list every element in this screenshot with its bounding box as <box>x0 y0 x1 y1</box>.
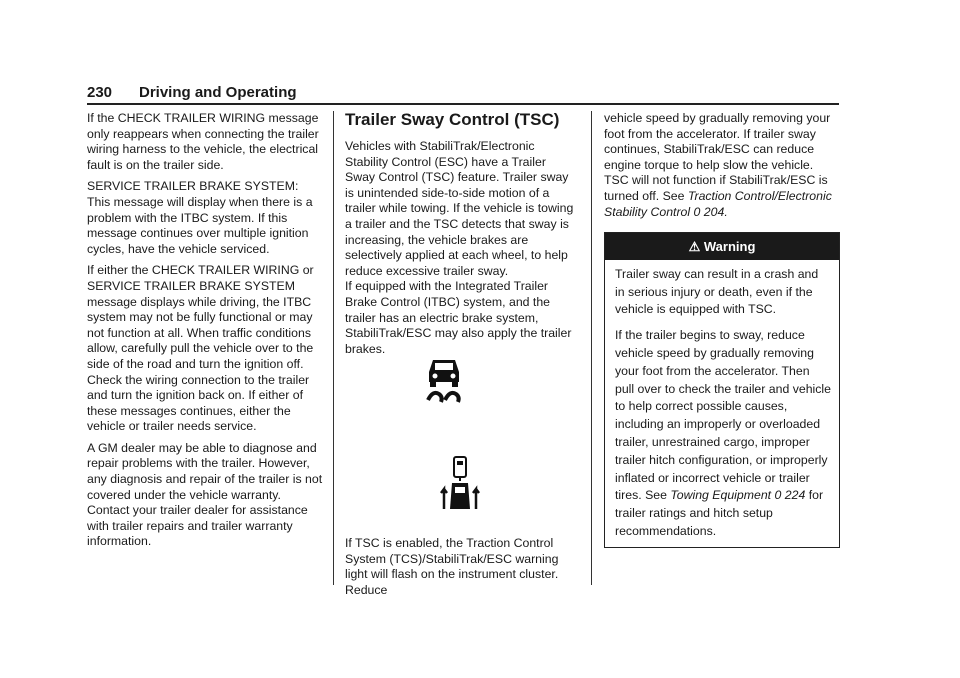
cross-reference-link[interactable]: Towing Equipment <box>670 488 772 503</box>
paragraph: If the CHECK TRAILER WIRING message only reappears when connecting the trailer wiring harness to the vehicle, the electrical fault is on the trailer side. <box>87 111 319 172</box>
column-left <box>87 111 323 556</box>
column-middle <box>345 110 577 597</box>
page-reference[interactable]: 0 204. <box>693 204 728 219</box>
page-reference[interactable]: 0 224 <box>774 488 806 503</box>
warning-box <box>604 232 840 548</box>
column-right <box>604 111 840 548</box>
paragraph: If either the CHECK TRAILER WIRING or SERVICE TRAILER BRAKE SYSTEM message displays while driving, the ITBC system may not be fully functional or may not function at all. When traffic conditions allow, carefully pull the vehicle over to the side of the road and turn the ignition off. Check the wiring connection to the trailer and turn the ignition back on. If either of these messages continues, either the vehicle or trailer needs service. <box>87 263 314 434</box>
warning-icon: ⚠ <box>688 239 701 255</box>
paragraph: A GM dealer may be able to diagnose and repair problems with the trailer. However, any diagnosis and repair of the trailer is not covered under the vehicle warranty. Contact your trailer dealer for assistance with trailer repairs and trailer warranty information. <box>87 440 323 549</box>
header-rule <box>87 103 839 105</box>
trailer-sway-icon <box>440 455 480 511</box>
section-heading: Trailer Sway Control (TSC) <box>345 110 560 129</box>
warning-body <box>605 260 839 547</box>
paragraph: If the trailer begins to sway, reduce vehicle speed by gradually removing your foot from the accelerator. Then pull over to check the trailer and vehicle to help correct possible causes, including an improperly or overloaded trailer, unrestrained cargo, improper trailer hitch configuration, or improperly inflated or incorrect vehicle or trailer tires. See Towing Equipment 0 224 for trailer ratings and hitch setup recommendations. <box>615 328 831 538</box>
cross-reference-link[interactable]: Traction Control/Electronic Stability Control <box>604 188 832 219</box>
section-title: Driving and Operating <box>139 84 297 101</box>
paragraph: Vehicles with StabiliTrak/Electronic Stability Control (ESC) have a Trailer Sway Control (TSC) feature. Trailer sway is unintended side-to-side motion of a trailer while towing. If the vehicle is towing a trailer and the TSC detects that sway is increasing, the vehicle brakes are selectively applied at each wheel, to help reduce excessive trailer sway. <box>345 139 574 278</box>
paragraph: If equipped with the Integrated Trailer Brake Control (ITBC) system, and the trailer has an electric brake system, StabiliTrak/ESC may also apply the trailer brakes. <box>345 279 572 356</box>
column-divider <box>591 111 592 585</box>
page-header <box>87 84 839 103</box>
paragraph: SERVICE TRAILER BRAKE SYSTEM: This message will display when there is a problem with the ITBC system. If this message continues over multiple ignition cycles, have the vehicle serviced. <box>87 179 313 256</box>
paragraph: Trailer sway can result in a crash and in serious injury or death, even if the vehicle is equipped with TSC. <box>615 266 819 317</box>
page-number: 230 <box>87 84 113 101</box>
paragraph: vehicle speed by gradually removing your foot from the accelerator. If trailer sway continues, StabiliTrak/ESC can reduce engine torque to help slow the vehicle. TSC will not function if StabiliTrak/ESC is turned off. See Traction Control/Electronic Stability Control 0 204. <box>604 111 832 219</box>
warning-title: Warning <box>703 239 756 255</box>
traction-control-icon <box>425 352 463 404</box>
paragraph: If TSC is enabled, the Traction Control System (TCS)/StabiliTrak/ESC warning light will flash on the instrument cluster. Reduce <box>345 536 559 597</box>
warning-header <box>605 233 839 260</box>
column-divider <box>333 111 334 585</box>
